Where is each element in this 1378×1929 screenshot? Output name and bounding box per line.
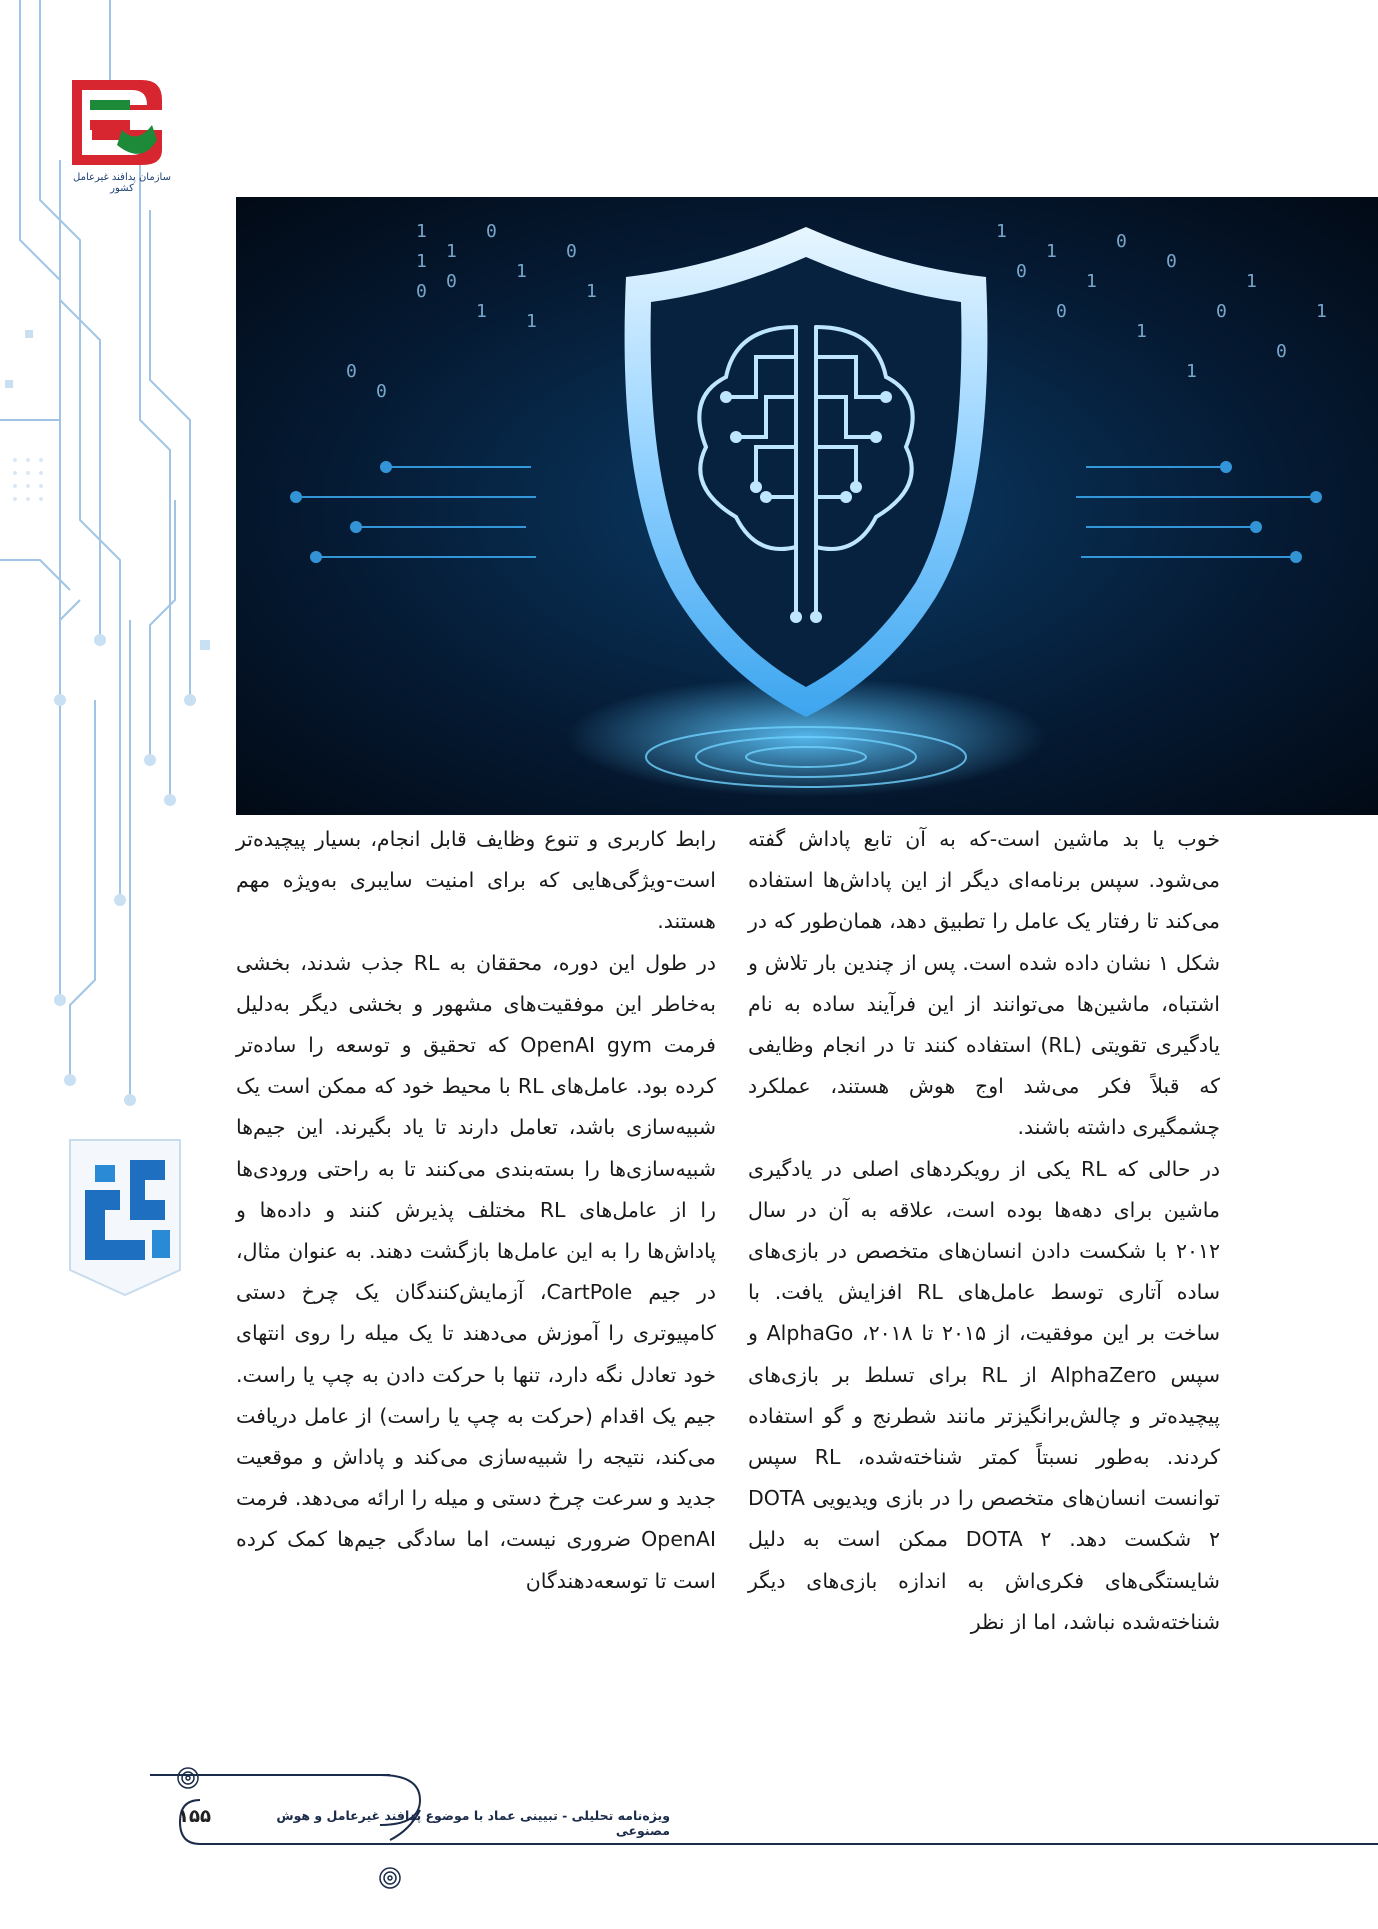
svg-text:1: 1 [516, 261, 527, 282]
footer-caption: ویژه‌نامه تحلیلی - تبیینی عماد با موضوع پدافند غیرعامل و هوش مصنوعی [276, 1808, 670, 1838]
paragraph: در حالی که RL یکی از رویکردهای اصلی در یادگیری ماشین برای دهه‌ها بوده است، علاقه به آن در سال ۲۰۱۲ با شکست دادن انسان‌های متخصص در بازی‌های ساده آتاری توسط عامل‌های RL افزایش یافت. با ساخت بر این موفقیت، از ۲۰۱۵ تا ۲۰۱۸، AlphaGo و سپس AlphaZero از RL برای تسلط بر بازی‌های پیچیده‌تر و چالش‌برانگیزتر مانند شطرنج و گو استفاده کردند. به‌طور نسبتاً کمتر شناخته‌شده، RL سپس توانست انسان‌های متخصص را در بازی ویدیویی DOTA ۲ شکست دهد. DOTA ۲ ممکن است به دلیل شایستگی‌های فکری‌اش به اندازه بازی‌های دیگر شناخته‌شده نباشد، اما از نظر [748, 1156, 1221, 1634]
svg-text:1: 1 [996, 221, 1007, 242]
svg-text:1: 1 [446, 241, 457, 262]
svg-text:1: 1 [416, 221, 427, 242]
svg-text:1: 1 [586, 281, 597, 302]
svg-text:1: 1 [1186, 361, 1197, 382]
svg-text:1: 1 [416, 251, 427, 272]
paragraph: در طول این دوره، محققان به RL جذب شدند، بخشی به‌خاطر این موفقیت‌های مشهور و بخشی دیگر به‌دلیل فرمت OpenAI gym که تحقیق و توسعه را ساده‌تر کرده بود. عامل‌های RL با محیط خود که ممکن است یک شبیه‌سازی باشد، تعامل دارند تا یاد بگیرند. این جیم‌ها شبیه‌سازی‌ها را بسته‌بندی می‌کنند تا به راحتی ورودی‌ها را از عامل‌های RL مختلف پذیرش کنند و داده‌ها و پاداش‌ها را به این عامل‌ها بازگشت دهند. به عنوان مثال، در جیم CartPole، آزمایش‌کنندگان یک چرخ دستی کامپیوتری را آموزش می‌دهند تا یک میله را روی انتهای خود تعادل نگه دارد، تنها با حرکت دادن به چپ یا راست. جیم یک اقدام (حرکت به چپ یا راست) از عامل دریافت می‌کند، نتیجه را شبیه‌سازی می‌کند و پاداش و موقعیت جدید و سرعت چرخ دستی و میله را ارائه می‌دهد. فرمت OpenAI ضروری نیست، اما سادگی جیم‌ها کمک کرده است تا توسعه‌دهندگان [236, 950, 716, 1593]
svg-text:1: 1 [1246, 271, 1257, 292]
article-column-left [236, 819, 716, 1602]
svg-text:0: 0 [346, 361, 357, 382]
svg-text:1: 1 [526, 311, 537, 332]
footer-decoration [150, 1760, 1378, 1920]
paragraph: خوب یا بد ماشین است-که به آن تابع پاداش گفته می‌شود. سپس برنامه‌ای دیگر از این پاداش‌ها استفاده می‌کند تا رفتار یک عامل را تطبیق دهد، همان‌طور که در شکل ۱ نشان داده شده است. پس از چندین بار تلاش و اشتباه، ماشین‌ها می‌توانند از این فرآیند ساده به نام یادگیری تقویتی (RL) استفاده کنند تا در انجام وظایفی که قبلاً فکر می‌شد اوج هوش هستند، عملکرد چشمگیری داشته باشند. [748, 827, 1220, 1140]
svg-text:0: 0 [1116, 231, 1127, 252]
page-number: ۱۵۵ [178, 1806, 211, 1827]
svg-text:1: 1 [1316, 301, 1327, 322]
svg-text:0: 0 [446, 271, 457, 292]
logo-caption: سازمان پدافند غیرعامل کشور [73, 172, 171, 194]
cyber-shield-image [236, 197, 1378, 815]
article-column-right [748, 819, 1220, 1643]
svg-text:0: 0 [416, 281, 427, 302]
svg-text:1: 1 [1086, 271, 1097, 292]
emad-logo [60, 1130, 190, 1300]
svg-text:0: 0 [486, 221, 497, 242]
emblem-icon [62, 70, 182, 170]
svg-text:0: 0 [1216, 301, 1227, 322]
svg-text:1: 1 [1136, 321, 1147, 342]
svg-text:0: 0 [1016, 261, 1027, 282]
svg-text:0: 0 [376, 381, 387, 402]
organization-logo [62, 70, 182, 210]
svg-text:1: 1 [476, 301, 487, 322]
svg-text:0: 0 [566, 241, 577, 262]
svg-text:0: 0 [1056, 301, 1067, 322]
svg-text:0: 0 [1276, 341, 1287, 362]
svg-text:1: 1 [1046, 241, 1057, 262]
svg-text:0: 0 [1166, 251, 1177, 272]
paragraph: رابط کاربری و تنوع وظایف قابل انجام، بسیار پیچیده‌تر است-ویژگی‌هایی که برای امنیت سایبری به‌ویژه مهم هستند. [236, 827, 716, 934]
